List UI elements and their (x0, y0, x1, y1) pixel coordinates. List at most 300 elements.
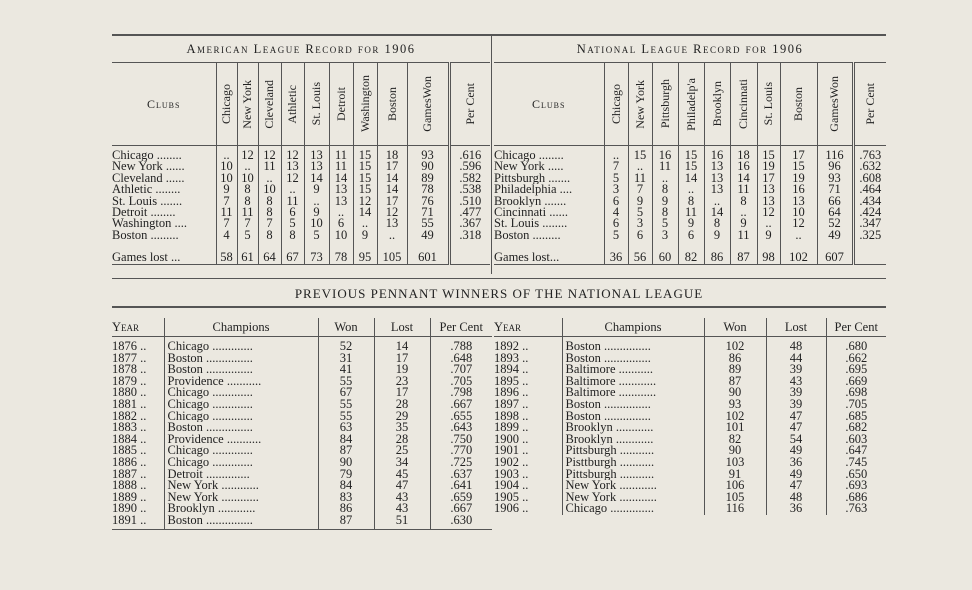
record-cell: .. (216, 146, 237, 162)
league-title-row (112, 36, 490, 63)
column-header-label: Cincinnati (736, 79, 750, 129)
pennant-row (494, 364, 886, 376)
club-name: Washington .... (112, 218, 188, 230)
pennant-header: Per Cent (430, 318, 492, 337)
club-name: Pittsburgh ....... (494, 172, 571, 185)
column-header-label: St. Louis (761, 82, 775, 126)
record-cell: 10 (237, 173, 258, 184)
won-cell: 89 (704, 364, 766, 376)
lost-cell: 48 (766, 492, 826, 504)
column-header (853, 63, 886, 146)
lost-cell: 28 (374, 434, 430, 446)
champion-cell: Pisttburgh ........... (562, 457, 704, 469)
record-cell: 8 (652, 207, 678, 218)
pennant-row (112, 376, 492, 388)
record-cell: .510 (449, 196, 490, 207)
table-row (112, 230, 490, 241)
record-cell: 11 (281, 196, 304, 207)
year-cell: 1885 .. (112, 443, 147, 458)
record-cell: 8 (678, 196, 704, 207)
champion-cell: Detroit .............. (164, 469, 318, 481)
lost-cell: 28 (374, 399, 430, 411)
record-cell: 15 (353, 146, 377, 162)
record-cell: 71 (407, 207, 449, 218)
record-cell: .596 (449, 161, 490, 172)
percent-cell: .667 (430, 399, 492, 411)
record-cell: 9 (704, 230, 730, 241)
record-cell: 9 (304, 184, 329, 195)
column-header-label: GamesWon (827, 76, 841, 132)
column-header-label: Washington (357, 75, 372, 133)
record-cell: 11 (730, 230, 757, 241)
record-cell: 78 (407, 184, 449, 195)
champion-cell: Boston ............... (562, 337, 704, 353)
year-cell: 1898 .. (494, 408, 529, 423)
lost-cell: 47 (766, 411, 826, 423)
record-cell: 8 (281, 230, 304, 241)
record-cell: .325 (853, 230, 886, 241)
record-cell: 10 (216, 173, 237, 184)
won-cell: 55 (318, 376, 374, 388)
record-cell: 17 (757, 173, 780, 184)
record-cell: 4 (604, 207, 628, 218)
lost-cell: 47 (766, 480, 826, 492)
pennant-row (112, 457, 492, 469)
champion-cell: Pittsburgh ........... (562, 445, 704, 457)
percent-cell: .648 (430, 353, 492, 365)
record-cell: 93 (407, 146, 449, 162)
record-cell: .367 (449, 218, 490, 229)
column-header-label: New York (632, 79, 647, 129)
record-cell: 14 (730, 173, 757, 184)
column-header-label: Cleveland (262, 79, 276, 129)
record-cell: 9 (678, 218, 704, 229)
pennant-header: Champions (562, 318, 704, 337)
record-cell: 3 (652, 230, 678, 241)
year-cell: 1906 .. (494, 501, 529, 516)
record-cell: .. (604, 146, 628, 162)
percent-cell: .695 (826, 364, 886, 376)
record-cell: 12 (237, 146, 258, 162)
year-cell: 1877 .. (112, 350, 147, 365)
pennant-row (494, 480, 886, 492)
record-cell: 55 (407, 218, 449, 229)
record-cell: 13 (757, 184, 780, 195)
club-name: Boston ......... (112, 229, 179, 242)
column-header (780, 63, 817, 146)
year-cell: 1900 .. (494, 431, 529, 446)
record-cell: 10 (304, 218, 329, 229)
column-header (628, 63, 652, 146)
column-header-label: Detroit (333, 87, 348, 121)
percent-cell: .630 (430, 515, 492, 529)
champion-cell: New York ............ (562, 480, 704, 492)
percent-cell: .686 (826, 492, 886, 504)
pennant-row (112, 469, 492, 481)
year-cell: 1897 .. (494, 396, 529, 411)
games-lost-cell: 87 (730, 241, 757, 265)
record-cell: 14 (704, 207, 730, 218)
record-cell: 16 (780, 184, 817, 195)
league-title-row (494, 36, 886, 63)
pennant-row (494, 434, 886, 446)
pennant-row (112, 445, 492, 457)
pennant-header: Won (318, 318, 374, 337)
won-cell: 41 (318, 364, 374, 376)
record-cell: 14 (353, 207, 377, 218)
record-cell: 9 (304, 207, 329, 218)
champion-cell: Chicago ............. (164, 337, 318, 353)
won-cell: 67 (318, 387, 374, 399)
record-cell: 76 (407, 196, 449, 207)
column-header-row (494, 63, 886, 146)
record-cell: 15 (353, 173, 377, 184)
pennant-row (112, 353, 492, 365)
percent-cell: .693 (826, 480, 886, 492)
club-name: New York ...... (112, 161, 185, 173)
lost-cell: 36 (766, 457, 826, 469)
pennant-row (494, 469, 886, 481)
pennant-row (112, 422, 492, 434)
column-header-label: St. Louis (309, 82, 323, 126)
percent-cell: .685 (826, 411, 886, 423)
lost-cell: 49 (766, 469, 826, 481)
lost-cell: 19 (374, 364, 430, 376)
champion-cell: Chicago ............. (164, 387, 318, 399)
champion-cell: Chicago ............. (164, 445, 318, 457)
won-cell: 93 (704, 399, 766, 411)
record-cell: 17 (377, 196, 407, 207)
record-cell: 11 (258, 161, 281, 172)
record-cell: .. (780, 230, 817, 241)
record-cell: 8 (730, 196, 757, 207)
champion-cell: Brooklyn ............ (164, 503, 318, 515)
record-cell: .. (258, 173, 281, 184)
column-header-label: Pittsburgh (657, 79, 672, 129)
games-lost-cell: 102 (780, 241, 817, 265)
percent-cell: .750 (430, 434, 492, 446)
column-header (377, 63, 407, 146)
pennant-header-row (112, 318, 492, 337)
pennant-row (494, 492, 886, 504)
club-name: Cleveland ...... (112, 172, 185, 185)
club-name: Cincinnati ...... (494, 207, 568, 219)
pennant-row (112, 503, 492, 515)
club-name: Philadelphia .... (494, 184, 573, 196)
percent-cell: .603 (826, 434, 886, 446)
record-cell: 5 (304, 230, 329, 241)
club-name: Brooklyn ....... (494, 195, 567, 208)
clubs-header: Clubs (112, 63, 216, 146)
record-cell: 11 (216, 207, 237, 218)
lost-cell: 44 (766, 353, 826, 365)
record-cell: 14 (377, 173, 407, 184)
pennant-table-left (112, 318, 492, 530)
won-cell: 106 (704, 480, 766, 492)
column-header (652, 63, 678, 146)
pennant-header: Year (494, 318, 562, 337)
column-header (407, 63, 449, 146)
record-cell: .. (237, 161, 258, 172)
games-lost-cell: 82 (678, 241, 704, 265)
record-cell: 7 (216, 218, 237, 229)
record-cell: 11 (329, 161, 353, 172)
games-lost-cell: 67 (281, 241, 304, 265)
record-cell: .632 (853, 161, 886, 172)
pennant-row (494, 445, 886, 457)
games-lost-cell: 61 (237, 241, 258, 265)
year-cell: 1901 .. (494, 443, 529, 458)
year-cell: 1892 .. (494, 339, 529, 353)
record-cell: 15 (757, 146, 780, 162)
record-cell: 14 (329, 173, 353, 184)
record-cell: 14 (304, 173, 329, 184)
record-cell: .616 (449, 146, 490, 162)
year-cell: 1879 .. (112, 373, 147, 388)
record-cell: 13 (329, 196, 353, 207)
record-cell: 8 (652, 184, 678, 195)
lost-cell: 25 (374, 445, 430, 457)
percent-cell: .788 (430, 337, 492, 353)
percent-cell: .650 (826, 469, 886, 481)
column-header (237, 63, 258, 146)
record-cell: 14 (678, 173, 704, 184)
record-cell: 7 (237, 218, 258, 229)
lost-cell: 39 (766, 387, 826, 399)
pennant-header: Per Cent (826, 318, 886, 337)
games-lost-cell: 36 (604, 241, 628, 265)
pennant-header-row (494, 318, 886, 337)
lost-cell: 39 (766, 364, 826, 376)
record-cell: 11 (652, 161, 678, 172)
record-cell: 15 (780, 161, 817, 172)
record-cell: 15 (353, 184, 377, 195)
year-cell: 1902 .. (494, 454, 529, 469)
lost-cell: 29 (374, 411, 430, 423)
won-cell: 103 (704, 457, 766, 469)
club-name: Chicago ........ (112, 148, 182, 162)
year-cell: 1883 .. (112, 420, 147, 435)
won-cell: 82 (704, 434, 766, 446)
percent-cell: .798 (430, 387, 492, 399)
games-lost-label: Games lost ... (112, 241, 216, 265)
record-cell: 6 (628, 230, 652, 241)
column-header (449, 63, 490, 146)
won-cell: 87 (318, 515, 374, 529)
record-cell: .. (652, 173, 678, 184)
record-cell: .. (628, 161, 652, 172)
record-cell: 12 (281, 173, 304, 184)
record-cell: 93 (817, 173, 853, 184)
record-cell: .424 (853, 207, 886, 218)
lost-cell: 17 (374, 387, 430, 399)
record-cell: 13 (704, 161, 730, 172)
champion-cell: Chicago ............. (164, 457, 318, 469)
record-cell: 89 (407, 173, 449, 184)
record-cell: 13 (329, 184, 353, 195)
lost-cell: 49 (766, 445, 826, 457)
record-cell: .. (353, 218, 377, 229)
record-cell: 96 (817, 161, 853, 172)
record-cell: 6 (329, 218, 353, 229)
lost-cell: 54 (766, 434, 826, 446)
champion-cell: Chicago ............. (164, 411, 318, 423)
champion-cell: Boston ............... (562, 411, 704, 423)
won-cell: 52 (318, 337, 374, 353)
pennant-row (494, 353, 886, 365)
pennant-header: Champions (164, 318, 318, 337)
champion-cell: Baltimore ............ (562, 387, 704, 399)
lost-cell: 34 (374, 457, 430, 469)
record-cell: 11 (730, 184, 757, 195)
league-divider (491, 36, 492, 274)
year-cell: 1903 .. (494, 466, 529, 481)
games-lost-cell: 105 (377, 241, 407, 265)
lost-cell: 14 (374, 337, 430, 353)
record-cell: 9 (628, 196, 652, 207)
record-cell: 10 (216, 161, 237, 172)
record-cell: 15 (628, 146, 652, 162)
league-title: American League Record for 1906 (186, 41, 416, 56)
won-cell: 83 (318, 492, 374, 504)
year-cell: 1891 .. (112, 515, 164, 529)
record-cell: .464 (853, 184, 886, 195)
column-header-label: Philadelp'a (683, 77, 698, 131)
table-row (494, 230, 886, 241)
record-cell: 15 (353, 161, 377, 172)
percent-cell: .647 (826, 445, 886, 457)
games-lost-cell: 601 (407, 241, 449, 265)
club-name: St. Louis ....... (112, 195, 183, 208)
year-cell: 1880 .. (112, 385, 147, 400)
year-cell: 1876 .. (112, 339, 147, 353)
record-cell: 12 (377, 207, 407, 218)
champion-cell: New York ............ (562, 492, 704, 504)
pennant-row (494, 387, 886, 399)
record-cell: 15 (678, 161, 704, 172)
champion-cell: Boston ............... (164, 422, 318, 434)
games-lost-cell: 64 (258, 241, 281, 265)
record-cell: 5 (237, 230, 258, 241)
record-cell: 11 (628, 173, 652, 184)
record-cell: 8 (258, 196, 281, 207)
year-cell: 1896 .. (494, 385, 529, 400)
games-lost-cell (449, 241, 490, 265)
pennant-row (112, 387, 492, 399)
percent-cell: .643 (430, 422, 492, 434)
champion-cell: Providence ........... (164, 434, 318, 446)
club-name: St. Louis ........ (494, 218, 568, 230)
club-name: Chicago ........ (494, 148, 564, 162)
record-cell: 9 (730, 218, 757, 229)
pennant-row (494, 376, 886, 388)
won-cell: 102 (704, 411, 766, 423)
record-cell: .608 (853, 173, 886, 184)
percent-cell: .745 (826, 457, 886, 469)
won-cell: 55 (318, 399, 374, 411)
pennant-row (494, 503, 886, 515)
lost-cell: 43 (766, 376, 826, 388)
column-header (730, 63, 757, 146)
percent-cell: .655 (430, 411, 492, 423)
clubs-header: Clubs (494, 63, 604, 146)
pennant-title: PREVIOUS PENNANT WINNERS OF THE NATIONAL LEAGUE (294, 286, 704, 301)
record-cell: 64 (817, 207, 853, 218)
record-cell: 18 (730, 146, 757, 162)
percent-cell: .637 (430, 469, 492, 481)
american-league-table (112, 36, 490, 265)
record-cell: 13 (281, 161, 304, 172)
won-cell: 90 (318, 457, 374, 469)
champion-cell: New York ............ (164, 480, 318, 492)
record-cell: 11 (329, 146, 353, 162)
record-cell: .. (757, 218, 780, 229)
record-cell: 9 (652, 196, 678, 207)
champion-cell: Chicago .............. (562, 503, 704, 515)
column-header (353, 63, 377, 146)
record-cell: 13 (377, 218, 407, 229)
won-cell: 105 (704, 492, 766, 504)
record-cell: 6 (678, 230, 704, 241)
record-cell: 5 (652, 218, 678, 229)
record-cell: 17 (780, 146, 817, 162)
record-cell: 13 (704, 173, 730, 184)
champion-cell: Brooklyn ............ (562, 422, 704, 434)
record-cell: 12 (353, 196, 377, 207)
games-lost-cell: 60 (652, 241, 678, 265)
year-cell: 1894 .. (494, 362, 529, 377)
column-header-row (112, 63, 490, 146)
section-rule (112, 278, 886, 279)
year-cell: 1904 .. (494, 478, 529, 493)
record-cell: 7 (216, 196, 237, 207)
record-cell: 71 (817, 184, 853, 195)
won-cell: 31 (318, 353, 374, 365)
record-cell: .. (304, 196, 329, 207)
won-cell: 91 (704, 469, 766, 481)
year-cell: 1886 .. (112, 454, 147, 469)
pennant-row (112, 492, 492, 504)
champion-cell: Baltimore ........... (562, 364, 704, 376)
column-header-label: Boston (791, 86, 805, 121)
champion-cell: Providence ........... (164, 376, 318, 388)
record-cell: 19 (780, 173, 817, 184)
record-cell: 5 (604, 173, 628, 184)
year-cell: 1882 .. (112, 408, 147, 423)
record-cell: 12 (281, 146, 304, 162)
games-lost-cell: 56 (628, 241, 652, 265)
record-cell: 13 (704, 184, 730, 195)
champion-cell: Boston ............... (562, 353, 704, 365)
lost-cell: 47 (766, 422, 826, 434)
lost-cell: 47 (374, 480, 430, 492)
record-cell: .347 (853, 218, 886, 229)
games-lost-label: Games lost... (494, 241, 604, 265)
record-cell: 7 (604, 161, 628, 172)
record-cell: .. (377, 230, 407, 241)
record-cell: 16 (730, 161, 757, 172)
champion-cell: Pittsburgh ........... (562, 469, 704, 481)
record-cell: 66 (817, 196, 853, 207)
lost-cell: 17 (374, 353, 430, 365)
pennant-row (112, 364, 492, 376)
record-cell: 9 (353, 230, 377, 241)
column-header-label: Chicago (219, 84, 233, 124)
percent-cell: .705 (826, 399, 886, 411)
record-cell: 52 (817, 218, 853, 229)
record-cell: .. (329, 207, 353, 218)
year-cell: 1889 .. (112, 489, 147, 504)
